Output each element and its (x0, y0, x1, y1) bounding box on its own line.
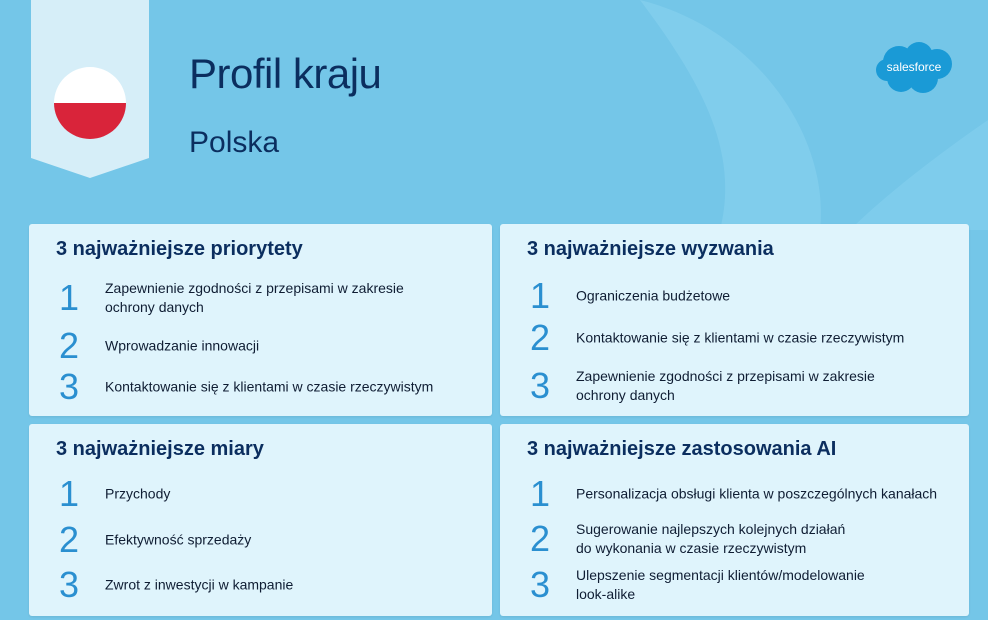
list-item (29, 565, 492, 605)
item-number: 1 (59, 277, 80, 318)
list-item (29, 367, 492, 407)
item-text: Efektywność sprzedaży (105, 531, 252, 548)
salesforce-logo (873, 40, 955, 96)
item-number: 3 (59, 366, 80, 407)
item-number: 3 (59, 564, 80, 605)
item-number: 3 (530, 365, 551, 406)
list-item (29, 278, 492, 318)
list-item (500, 565, 969, 605)
item-number: 1 (59, 473, 80, 514)
card-title: 3 najważniejsze wyzwania (527, 238, 774, 260)
list-item (500, 318, 969, 358)
list-item (500, 519, 969, 559)
card-ai-use-cases (500, 424, 969, 616)
item-number: 1 (530, 275, 551, 316)
list-item (29, 474, 492, 514)
item-number: 2 (59, 325, 80, 366)
list-item (500, 366, 969, 406)
card-metrics (29, 424, 492, 616)
card-title: 3 najważniejsze zastosowania AI (527, 438, 837, 460)
list-item (500, 474, 969, 514)
item-text: Przychody (105, 485, 171, 502)
item-text: Zapewnienie zgodności z przepisami w zakresie ochrony danych (105, 280, 404, 315)
item-text: Sugerowanie najlepszych kolejnych działań do wykonania w czasie rzeczywistym (576, 521, 846, 556)
card-priorities (29, 224, 492, 416)
item-number: 1 (530, 473, 551, 514)
item-number: 2 (530, 317, 551, 358)
item-text: Kontaktowanie się z klientami w czasie rzeczywistym (576, 329, 905, 346)
flag-banner (31, 0, 149, 178)
page-title: Profil kraju (189, 50, 382, 97)
list-item (29, 520, 492, 560)
item-text: Ograniczenia budżetowe (576, 287, 731, 304)
item-text: Kontaktowanie się z klientami w czasie rzeczywistym (105, 378, 434, 395)
svg-text:salesforce: salesforce (886, 60, 942, 74)
item-text: Zapewnienie zgodności z przepisami w zakresie ochrony danych (576, 368, 875, 403)
item-text: Personalizacja obsługi klienta w poszczególnych kanałach (576, 485, 938, 502)
item-number: 2 (59, 519, 80, 560)
item-number: 3 (530, 564, 551, 605)
card-title: 3 najważniejsze priorytety (56, 238, 303, 260)
item-text: Ulepszenie segmentacji klientów/modelowanie look-alike (576, 567, 865, 602)
item-text: Zwrot z inwestycji w kampanie (105, 576, 294, 593)
card-challenges (500, 224, 969, 416)
card-title: 3 najważniejsze miary (56, 438, 264, 460)
item-number: 2 (530, 518, 551, 559)
item-text: Wprowadzanie innowacji (105, 337, 260, 354)
list-item (29, 326, 492, 366)
list-item (500, 276, 969, 316)
country-name: Polska (189, 126, 280, 159)
